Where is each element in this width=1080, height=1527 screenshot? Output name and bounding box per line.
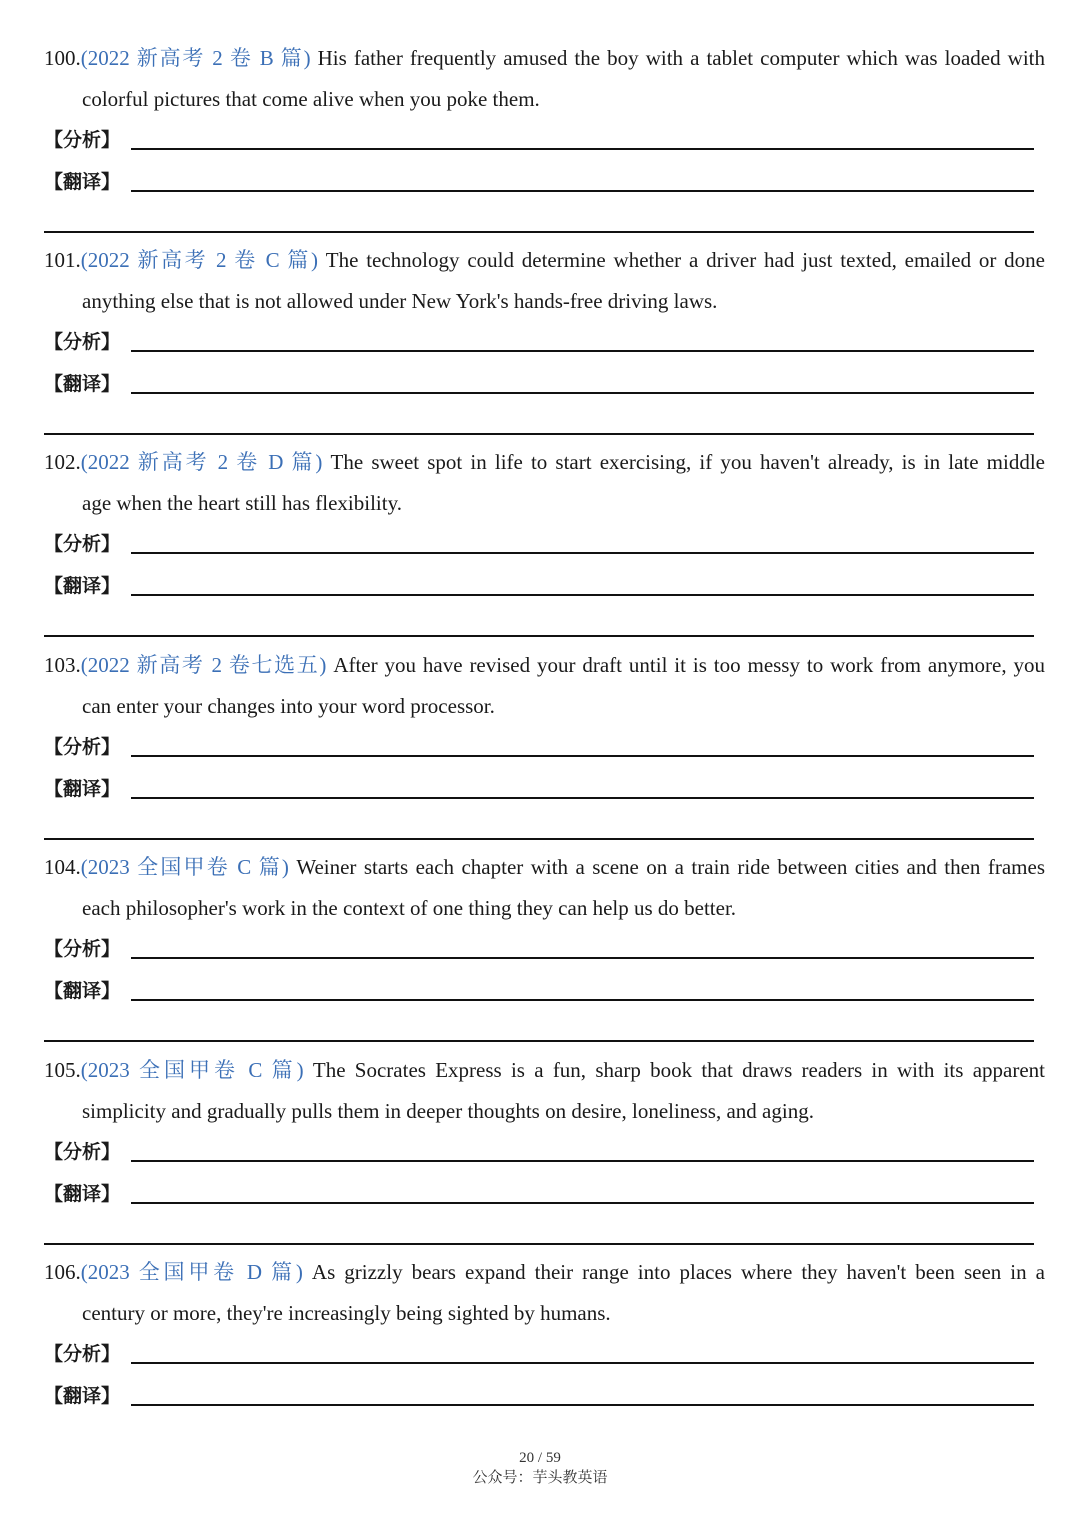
analysis-label: 【分析】 <box>44 1343 121 1365</box>
analysis-label: 【分析】 <box>44 736 121 758</box>
question-line2: anything else that is not allowed under New York's hands-free driving laws. <box>82 289 718 313</box>
question-source: (2022 新高考 2 卷 C 篇) <box>80 248 318 272</box>
translation-label: 【翻译】 <box>44 1183 121 1205</box>
analysis-row <box>44 922 1045 964</box>
question-source: (2023 全国甲卷 C 篇) <box>80 1058 304 1082</box>
analysis-label: 【分析】 <box>44 129 121 151</box>
analysis-row <box>44 517 1045 559</box>
translation-row <box>44 155 1045 197</box>
question-sentence: After you have revised your draft until it is too messy to work from anymore, you <box>326 653 1045 677</box>
question-line1 <box>44 853 1045 881</box>
translation-row <box>44 357 1045 399</box>
question-source: (2022 新高考 2 卷七选五) <box>80 653 327 677</box>
translation-label: 【翻译】 <box>44 980 121 1002</box>
analysis-label: 【分析】 <box>44 938 121 960</box>
question-number: 101. <box>44 248 81 272</box>
question-sentence: The Socrates Express is a fun, sharp book that draws readers in with its apparent <box>303 1058 1045 1082</box>
question-source: (2022 新高考 2 卷 D 篇) <box>80 450 323 474</box>
question-line1 <box>44 651 1045 679</box>
question-line2: century or more, they're increasingly being sighted by humans. <box>82 1301 611 1325</box>
translation-row <box>44 964 1045 1006</box>
question-number: 106. <box>44 1260 81 1284</box>
translation-row <box>44 1369 1045 1411</box>
question-source: (2023 全国甲卷 D 篇) <box>80 1260 303 1284</box>
translation-blank[interactable] <box>131 594 1034 596</box>
analysis-row <box>44 720 1045 762</box>
analysis-row <box>44 1125 1045 1167</box>
translation-blank[interactable] <box>131 1404 1034 1406</box>
question-line2: age when the heart still has flexibility. <box>82 491 402 515</box>
question-sentence: His father frequently amused the boy with a tablet computer which was loaded with <box>310 46 1045 70</box>
question-sentence: The sweet spot in life to start exercising, if you haven't already, is in late middle <box>322 450 1045 474</box>
translation-blank[interactable] <box>131 797 1034 799</box>
question-103 <box>44 651 1045 804</box>
analysis-blank[interactable] <box>131 552 1034 554</box>
question-102 <box>44 448 1045 601</box>
translation-blank[interactable] <box>131 392 1034 394</box>
question-sentence: Weiner starts each chapter with a scene on a train ride between cities and then frames <box>288 855 1045 879</box>
translation-blank[interactable] <box>131 190 1034 192</box>
translation-label: 【翻译】 <box>44 1385 121 1407</box>
translation-continuation-line[interactable] <box>44 1243 1034 1245</box>
analysis-blank[interactable] <box>131 1160 1034 1162</box>
question-source: (2023 全国甲卷 C 篇) <box>80 855 289 879</box>
analysis-label: 【分析】 <box>44 533 121 555</box>
question-number: 104. <box>44 855 81 879</box>
translation-label: 【翻译】 <box>44 373 121 395</box>
analysis-blank[interactable] <box>131 350 1034 352</box>
translation-label: 【翻译】 <box>44 171 121 193</box>
translation-label: 【翻译】 <box>44 575 121 597</box>
question-source: (2022 新高考 2 卷 B 篇) <box>80 46 311 70</box>
question-line1 <box>44 448 1045 476</box>
question-number: 100. <box>44 46 81 70</box>
question-101 <box>44 246 1045 399</box>
analysis-blank[interactable] <box>131 1362 1034 1364</box>
question-104 <box>44 853 1045 1006</box>
question-number: 103. <box>44 653 81 677</box>
translation-label: 【翻译】 <box>44 778 121 800</box>
analysis-blank[interactable] <box>131 755 1034 757</box>
question-100 <box>44 44 1045 197</box>
translation-continuation-line[interactable] <box>44 635 1034 637</box>
translation-blank[interactable] <box>131 1202 1034 1204</box>
analysis-label: 【分析】 <box>44 1141 121 1163</box>
question-105 <box>44 1056 1045 1209</box>
question-line2: simplicity and gradually pulls them in deeper thoughts on desire, loneliness, and aging. <box>82 1099 814 1123</box>
translation-row <box>44 559 1045 601</box>
question-line2: can enter your changes into your word processor. <box>82 694 495 718</box>
question-sentence: As grizzly bears expand their range into places where they haven't been seen in a <box>302 1260 1045 1284</box>
analysis-label: 【分析】 <box>44 331 121 353</box>
translation-continuation-line[interactable] <box>44 433 1034 435</box>
analysis-blank[interactable] <box>131 957 1034 959</box>
translation-row <box>44 1167 1045 1209</box>
question-number: 102. <box>44 450 81 474</box>
question-line1 <box>44 1056 1045 1084</box>
translation-continuation-line[interactable] <box>44 838 1034 840</box>
question-line2: each philosopher's work in the context of one thing they can help us do better. <box>82 896 737 920</box>
page-number: 20 / 59 <box>519 1450 561 1466</box>
question-sentence: The technology could determine whether a driver had just texted, emailed or done <box>317 248 1045 272</box>
translation-continuation-line[interactable] <box>44 231 1034 233</box>
question-line1 <box>44 44 1045 72</box>
question-line2: colorful pictures that come alive when you poke them. <box>82 87 540 111</box>
analysis-row <box>44 113 1045 155</box>
question-line1 <box>44 246 1045 274</box>
question-line1 <box>44 1258 1045 1286</box>
analysis-blank[interactable] <box>131 148 1034 150</box>
translation-blank[interactable] <box>131 999 1034 1001</box>
question-number: 105. <box>44 1058 81 1082</box>
wechat-account-label: 公众号：芋头教英语 <box>472 1470 608 1486</box>
question-106 <box>44 1258 1045 1411</box>
translation-row <box>44 762 1045 804</box>
analysis-row <box>44 315 1045 357</box>
translation-continuation-line[interactable] <box>44 1040 1034 1042</box>
analysis-row <box>44 1327 1045 1369</box>
